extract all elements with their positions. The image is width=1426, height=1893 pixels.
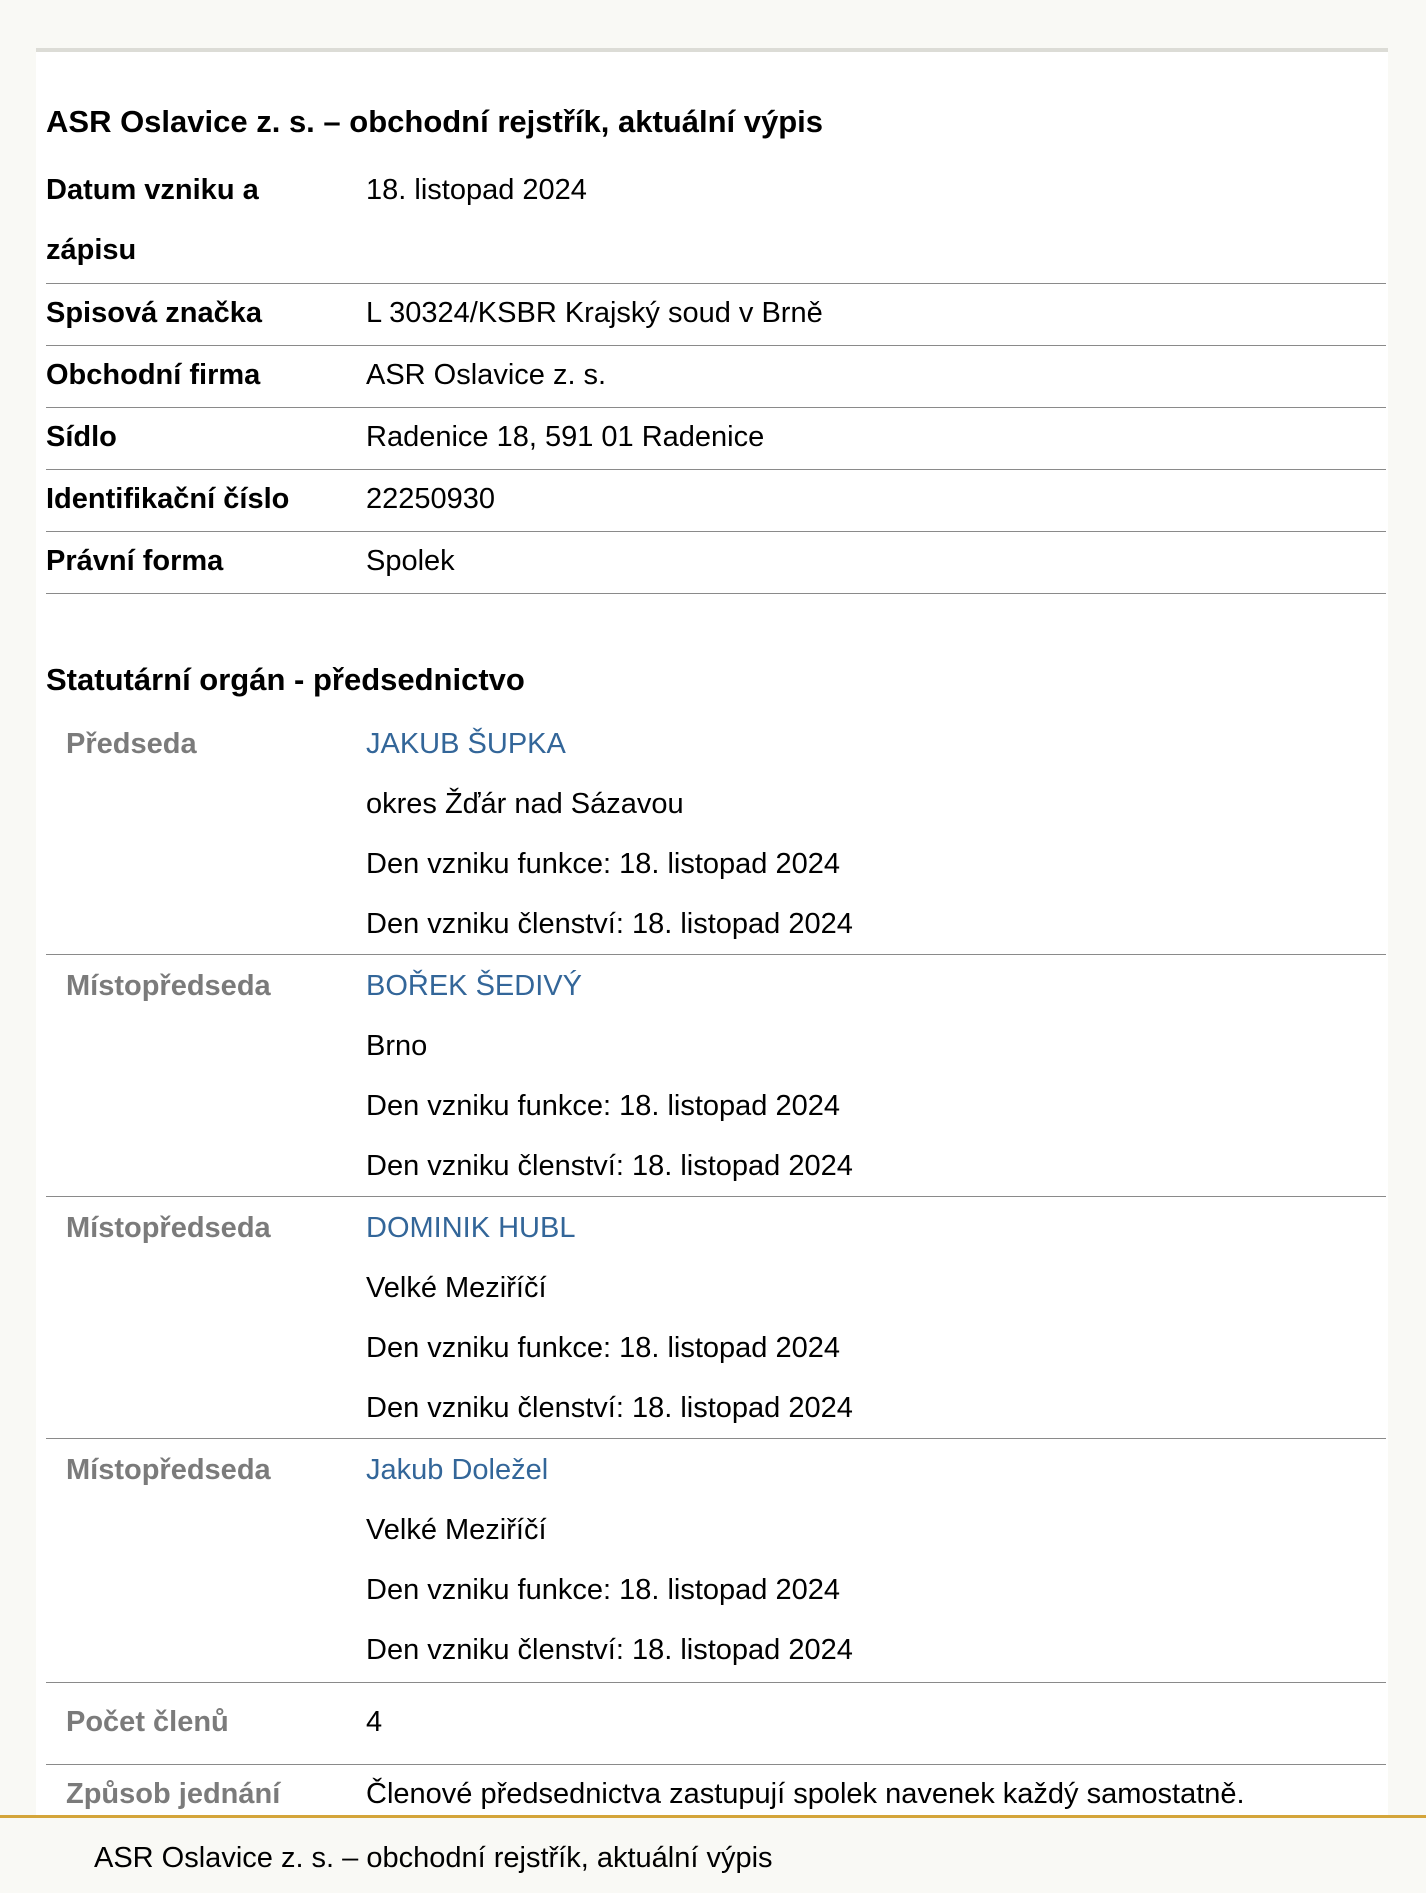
member-place: Brno	[366, 1030, 428, 1062]
member-place: Velké Meziříčí	[366, 1514, 547, 1546]
member-function-start: Den vzniku funkce: 18. listopad 2024	[366, 1332, 840, 1364]
member-row	[46, 956, 1386, 1197]
member-membership-start: Den vzniku členství: 18. listopad 2024	[366, 1634, 853, 1666]
info-value: 22250930	[366, 483, 496, 515]
info-label: Identifikační číslo	[46, 483, 290, 515]
member-details	[366, 1440, 853, 1680]
member-role: Místopředseda	[66, 1454, 271, 1486]
member-name: Jakub Doležel	[366, 1454, 549, 1486]
info-row-file-number	[46, 283, 1386, 346]
register-extract	[36, 48, 1388, 1819]
member-name: BOŘEK ŠEDIVÝ	[366, 970, 582, 1002]
member-place: okres Žďár nad Sázavou	[366, 788, 684, 820]
info-row-date-of-establishment	[46, 160, 1386, 284]
statutory-body-heading: Statutární orgán - předsednictvo	[46, 662, 525, 697]
info-row-legal-form	[46, 531, 1386, 594]
member-function-start: Den vzniku funkce: 18. listopad 2024	[366, 848, 840, 880]
member-membership-start: Den vzniku členství: 18. listopad 2024	[366, 908, 853, 940]
conduct-value: Členové předsednictva zastupují spolek navenek každý samostatně.	[366, 1778, 1245, 1810]
info-row-seat	[46, 407, 1386, 470]
info-row-identification-number	[46, 469, 1386, 532]
member-count-label: Počet členů	[66, 1706, 229, 1738]
info-label: Obchodní firma	[46, 359, 261, 391]
member-details	[366, 956, 853, 1196]
conduct-label: Způsob jednání	[66, 1778, 281, 1810]
member-role: Předseda	[66, 728, 197, 760]
info-value: 18. listopad 2024	[366, 174, 587, 206]
info-label: Datum vzniku a zápisu	[46, 174, 259, 266]
member-place: Velké Meziříčí	[366, 1272, 547, 1304]
member-role: Místopředseda	[66, 970, 271, 1002]
member-row	[46, 1198, 1386, 1439]
document-title: ASR Oslavice z. s. – obchodní rejstřík, aktuální výpis	[46, 104, 823, 139]
page-footer	[0, 1815, 1426, 1893]
info-value: ASR Oslavice z. s.	[366, 359, 607, 391]
member-details	[366, 1198, 853, 1438]
member-membership-start: Den vzniku členství: 18. listopad 2024	[366, 1150, 853, 1182]
member-row	[46, 714, 1386, 955]
member-membership-start: Den vzniku členství: 18. listopad 2024	[366, 1392, 853, 1424]
member-details	[366, 714, 853, 954]
member-row	[46, 1440, 1386, 1683]
member-function-start: Den vzniku funkce: 18. listopad 2024	[366, 1574, 840, 1606]
member-function-start: Den vzniku funkce: 18. listopad 2024	[366, 1090, 840, 1122]
member-name: JAKUB ŠUPKA	[366, 728, 566, 760]
member-name: DOMINIK HUBL	[366, 1212, 576, 1244]
info-value: Spolek	[366, 545, 455, 577]
info-value: Radenice 18, 591 01 Radenice	[366, 421, 765, 453]
member-count-value: 4	[366, 1706, 383, 1738]
member-role: Místopředseda	[66, 1212, 271, 1244]
info-label: Spisová značka	[46, 297, 262, 329]
info-row-company-name	[46, 345, 1386, 408]
member-count-row	[46, 1682, 1386, 1765]
info-label: Právní forma	[46, 545, 224, 577]
info-value: L 30324/KSBR Krajský soud v Brně	[366, 297, 823, 329]
footer-title: ASR Oslavice z. s. – obchodní rejstřík, aktuální výpis	[94, 1842, 773, 1874]
info-label: Sídlo	[46, 421, 117, 453]
